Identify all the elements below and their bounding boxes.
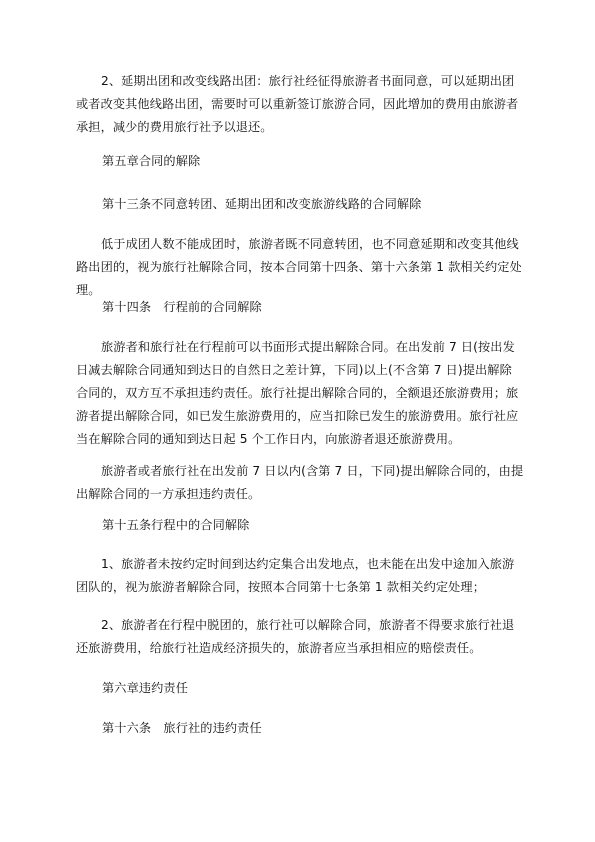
article-heading-16: 第十六条 旅行社的违约责任 [102,721,262,735]
article-heading-15: 第十五条行程中的合同解除 [102,518,250,532]
article-heading-13: 第十三条不同意转团、延期出团和改变旅游线路的合同解除 [102,197,422,211]
paragraph-article-15-item-2: 2、旅游者在行程中脱团的，旅行社可以解除合同，旅游者不得要求旅行社退还旅游费用，给旅行社造成经济损失的，旅游者应当承担相应的赔偿责任。 [76,618,515,655]
article-heading-14: 第十四条 行程前的合同解除 [102,300,262,314]
paragraph-article-13: 低于成团人数不能成团时，旅游者既不同意转团，也不同意延期和改变其他线路出团的，视为旅行社解除合同，按本合同第十四条、第十六条第 1 款相关约定处理。 [76,237,522,297]
paragraph-article-14-within-7-days: 旅游者或者旅行社在出发前 7 日以内(含第 7 日，下同)提出解除合同的，由提出解除合同的一方承担违约责任。 [76,464,524,501]
paragraph-article-14-main: 旅游者和旅行社在行程前可以书面形式提出解除合同。在出发前 7 日(按出发日减去解除合同通知到达日的自然日之差计算，下同)以上(不含第 7 日)提出解除合同的，双方互不承担违约责任。旅行社提出解除合同的，全额退还旅游费用；旅游者提出解除合同，如已发生旅游费用的，应当扣除已发生的旅游费用。旅行社应当在解除合同的通知到达日起 5 个工作日内，向旅游者退还旅游费用。 [76,340,519,446]
paragraph-extended-departure: 2、延期出团和改变线路出团：旅行社经征得旅游者书面同意，可以延期出团或者改变其他线路出团，需要时可以重新签订旅游合同，因此增加的费用由旅游者承担，减少的费用旅行社予以退还。 [76,74,519,134]
chapter-heading-contract-termination: 第五章合同的解除 [102,154,201,168]
chapter-heading-liability: 第六章违约责任 [102,681,189,695]
paragraph-article-15-item-1: 1、旅游者未按约定时间到达约定集合出发地点，也未能在出发中途加入旅游团队的，视为旅游者解除合同，按照本合同第十七条第 1 款相关约定处理； [76,557,515,594]
